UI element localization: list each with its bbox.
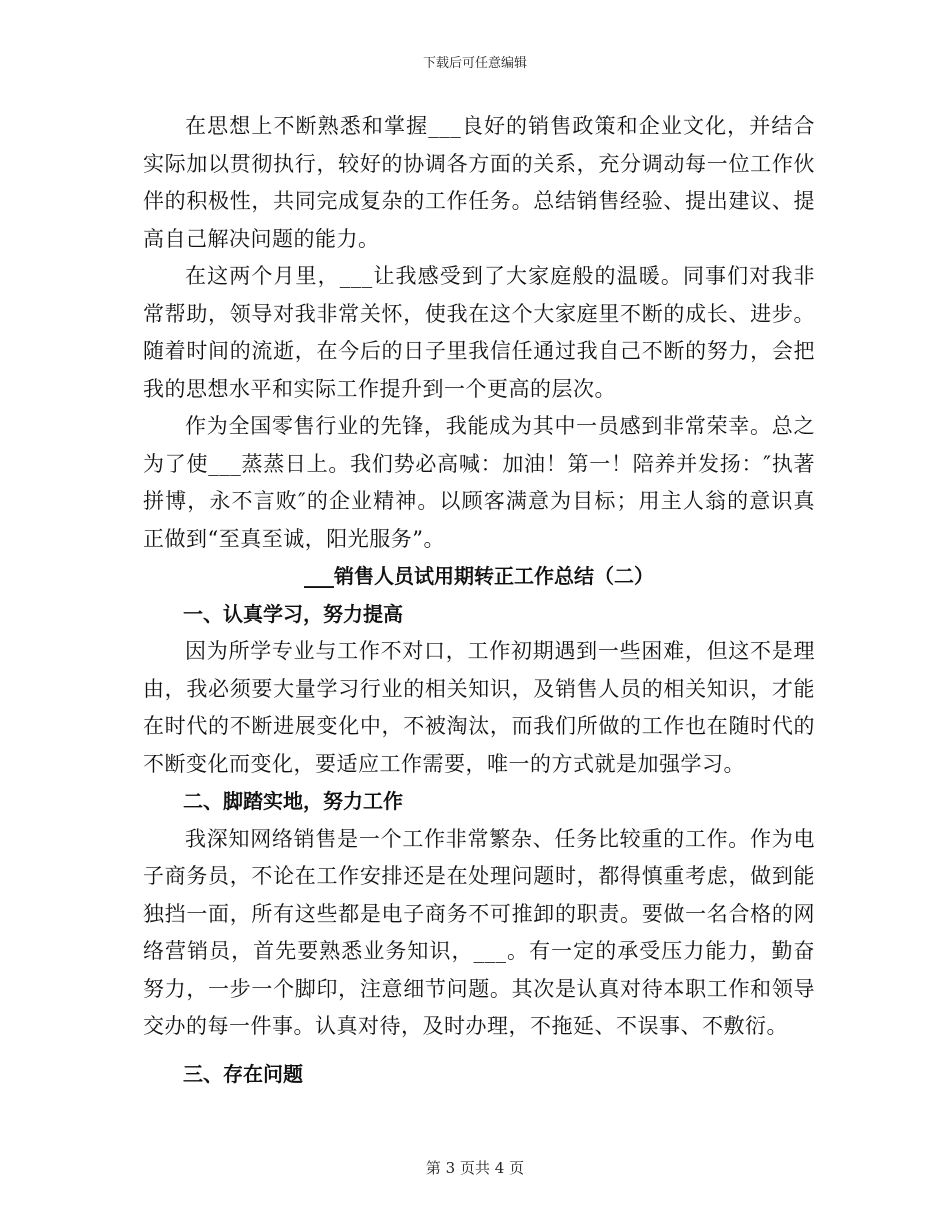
document-body	[143, 108, 815, 1093]
section-heading: 一、认真学习，努力提高	[183, 601, 403, 626]
section-title: ___销售人员试用期转正工作总结（二）	[304, 564, 654, 588]
section-heading: 三、存在问题	[183, 1061, 303, 1086]
page-header: 下载后可任意编辑	[422, 56, 527, 71]
page-footer: 第 3 页共 4 页	[425, 1159, 525, 1177]
paragraph: 因为所学专业与工作不对口，工作初期遇到一些困难，但这不是理由，我必须要大量学习行业的相关知识，及销售人员的相关知识，才能在时代的不断进展变化中，不被淘汰，而我们所做的工作也在随时代的不断变化而变化，要适应工作需要，唯一的方式就是加强学习。	[143, 639, 815, 776]
paragraph: 在这两个月里，___让我感受到了大家庭般的温暖。同事们对我非常帮助，领导对我非常关怀，使我在这个大家庭里不断的成长、进步。随着时间的流逝，在今后的日子里我信任通过我自己不断的努力，会把我的思想水平和实际工作提升到一个更高的层次。	[143, 264, 815, 401]
paragraph: 我深知网络销售是一个工作非常繁杂、任务比较重的工作。作为电子商务员，不论在工作安排还是在处理问题时，都得慎重考虑，做到能独挡一面，所有这些都是电子商务不可推卸的职责。要做一名合格的网络营销员，首先要熟悉业务知识，___。有一定的承受压力能力，勤奋努力，一步一个脚印，注意细节问题。其次是认真对待本职工作和领导交办的每一件事。认真对待，及时办理，不拖延、不误事、不敷衍。	[143, 826, 815, 1038]
paragraph: 作为全国零售行业的先锋，我能成为其中一员感到非常荣幸。总之为了使___蒸蒸日上。我们势必高喊：加油！第一！陪养并发扬：″执著拼博，永不言败″的企业精神。以顾客满意为目标；用主人翁的意识真正做到“至真至诚，阳光服务”。	[143, 414, 815, 551]
paragraph: 在思想上不断熟悉和掌握___良好的销售政策和企业文化，并结合实际加以贯彻执行，较好的协调各方面的关系，充分调动每一位工作伙伴的积极性，共同完成复杂的工作任务。总结销售经验、提出建议、提高自己解决问题的能力。	[143, 114, 815, 251]
section-heading: 二、脚踏实地，努力工作	[183, 789, 403, 813]
